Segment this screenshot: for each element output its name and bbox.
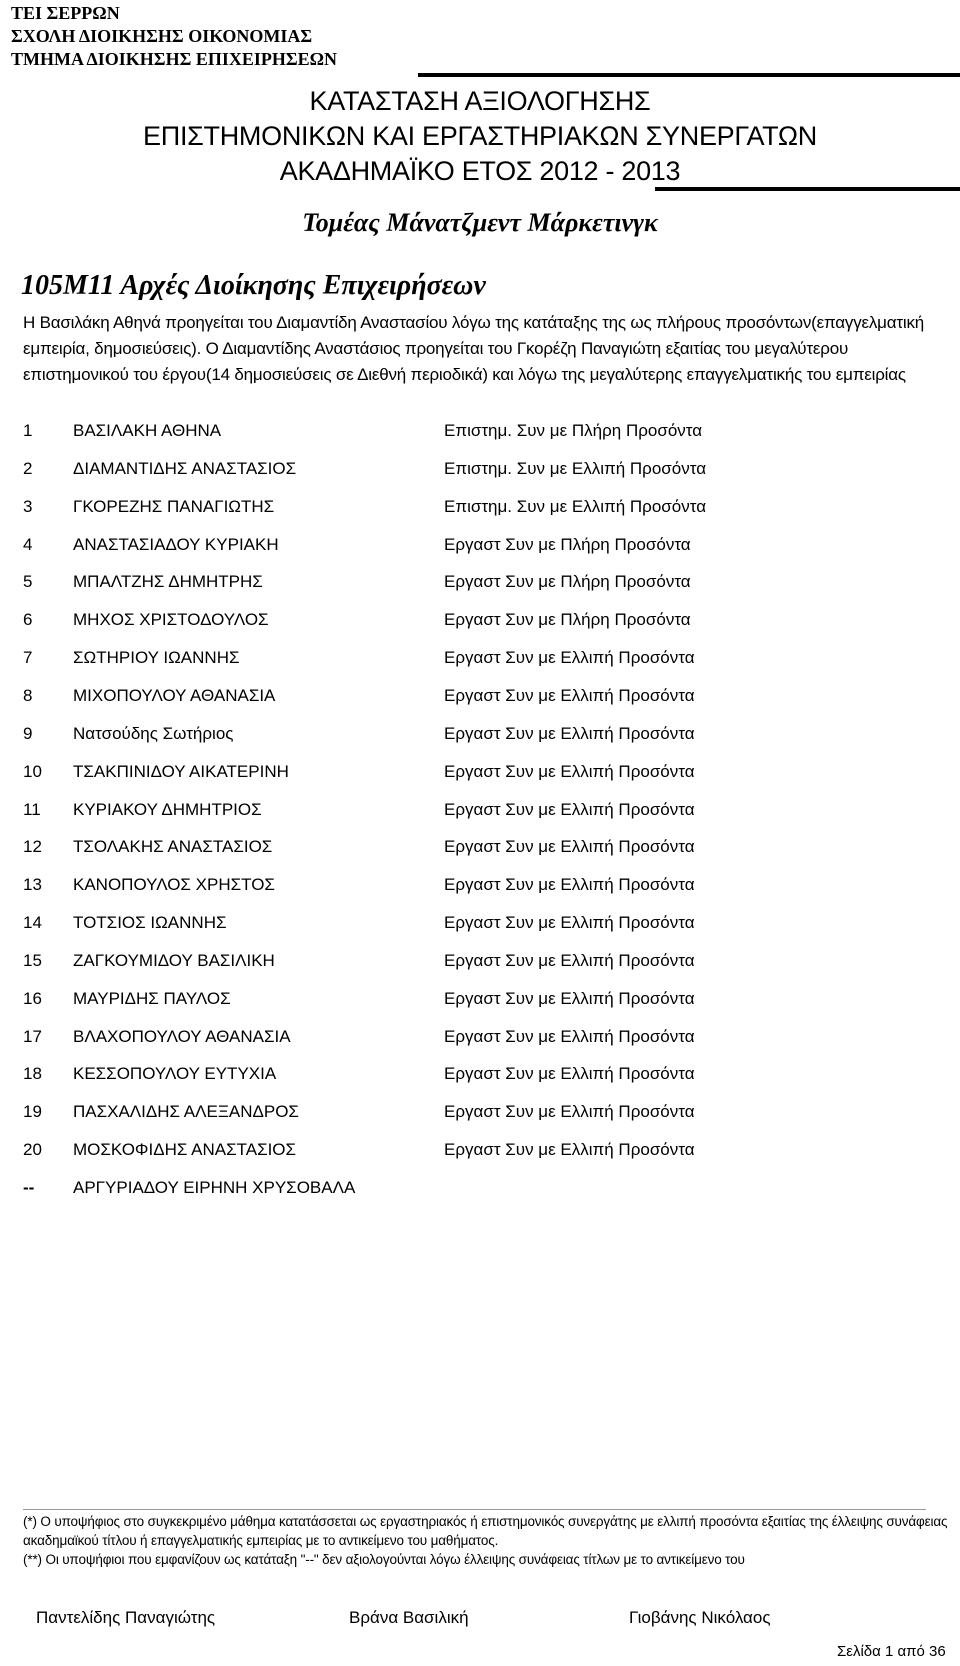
- table-row: [0, 762, 960, 786]
- candidate-name: ΚΕΣΣΟΠΟΥΛΟΥ ΕΥΤΥΧΙΑ: [73, 1064, 277, 1083]
- candidate-name: ΤΟΤΣΙΟΣ ΙΩΑΝΝΗΣ: [73, 913, 227, 932]
- school-name: ΣΧΟΛΗ ΔΙΟΙΚΗΣΗΣ ΟΙΚΟΝΟΜΙΑΣ: [11, 26, 313, 46]
- candidate-name: ΚΑΝΟΠΟΥΛΟΣ ΧΡΗΣΤΟΣ: [73, 875, 275, 894]
- rank-number: 9: [23, 724, 33, 743]
- candidate-name: ΜΗΧΟΣ ΧΡΙΣΤΟΔΟΥΛΟΣ: [73, 610, 269, 629]
- candidate-category: Εργαστ Συν με Πλήρη Προσόντα: [444, 610, 691, 629]
- table-row: [0, 1064, 960, 1088]
- department-name: ΤΜΗΜΑ ΔΙΟΙΚΗΣΗΣ ΕΠΙΧΕΙΡΗΣΕΩΝ: [11, 49, 338, 69]
- candidate-name: ΖΑΓΚΟΥΜΙΔΟΥ ΒΑΣΙΛΙΚΗ: [73, 951, 275, 970]
- rank-number: 14: [23, 913, 42, 932]
- candidate-category: Επιστημ. Συν με Πλήρη Προσόντα: [444, 421, 703, 440]
- title-line-2: ΕΠΙΣΤΗΜΟΝΙΚΩΝ ΚΑΙ ΕΡΓΑΣΤΗΡΙΑΚΩΝ ΣΥΝΕΡΓΑΤΩΝ: [143, 121, 817, 151]
- title-line-1: ΚΑΤΑΣΤΑΣΗ ΑΞΙΟΛΟΓΗΣΗΣ: [309, 86, 651, 116]
- candidate-name: ΜΟΣΚΟΦΙΔΗΣ ΑΝΑΣΤΑΣΙΟΣ: [73, 1140, 297, 1159]
- candidate-name: ΣΩΤΗΡΙΟΥ ΙΩΑΝΝΗΣ: [73, 648, 240, 667]
- table-row: [0, 1178, 960, 1202]
- table-row: [0, 951, 960, 975]
- table-row: [0, 875, 960, 899]
- candidate-category: Εργαστ Συν με Ελλιπή Προσόντα: [444, 762, 695, 781]
- top-divider: [418, 73, 960, 77]
- candidate-category: Εργαστ Συν με Ελλιπή Προσόντα: [444, 989, 695, 1008]
- rank-number: 19: [23, 1102, 42, 1121]
- signature-1: Παντελίδης Παναγιώτης: [36, 1608, 216, 1627]
- rank-number: 20: [23, 1140, 42, 1159]
- candidate-name: ΓΚΟΡΕΖΗΣ ΠΑΝΑΓΙΩΤΗΣ: [73, 497, 275, 516]
- rank-number: 18: [23, 1064, 42, 1083]
- rank-number: 10: [23, 762, 42, 781]
- institution-name: ΤΕΙ ΣΕΡΡΩΝ: [11, 3, 120, 23]
- signature-2: Βράνα Βασιλική: [349, 1608, 469, 1627]
- rank-number: 5: [23, 572, 33, 591]
- candidate-name: ΤΣΟΛΑΚΗΣ ΑΝΑΣΤΑΣΙΟΣ: [73, 837, 273, 856]
- candidate-category: Επιστημ. Συν με Ελλιπή Προσόντα: [444, 459, 707, 478]
- candidate-category: Εργαστ Συν με Ελλιπή Προσόντα: [444, 913, 695, 932]
- candidate-category: Εργαστ Συν με Ελλιπή Προσόντα: [444, 951, 695, 970]
- candidate-category: Εργαστ Συν με Ελλιπή Προσόντα: [444, 648, 695, 667]
- table-row: [0, 610, 960, 634]
- table-row: [0, 837, 960, 861]
- candidate-category: Επιστημ. Συν με Ελλιπή Προσόντα: [444, 497, 707, 516]
- candidate-category: Εργαστ Συν με Ελλιπή Προσόντα: [444, 1064, 695, 1083]
- candidate-category: Εργαστ Συν με Πλήρη Προσόντα: [444, 572, 691, 591]
- table-row: [0, 1027, 960, 1051]
- ranking-note: Η Βασιλάκη Αθηνά προηγείται του Διαμαντίδη Αναστασίου λόγω της κατάταξης της ως πλήρους προσόντων(επαγγελματική εμπειρία, δημοσιεύσεις). Ο Διαμαντίδης Αναστάσιος προηγείται του Γκορέζη Παναγιώτη εξαιτίας του μεγαλύτερου επιστημονικού του έργου(14 δημοσιεύσεις σε Διεθνή περιοδικά) και λόγω της μεγαλύτερης επαγγελματικής του εμπειρίας: [23, 313, 925, 384]
- table-row: [0, 497, 960, 521]
- title-line-3: ΑΚΑΔΗΜΑΪΚΟ ΕΤΟΣ 2012 - 2013: [279, 156, 681, 186]
- rank-number: 1: [23, 421, 33, 440]
- candidate-name: Νατσούδης Σωτήριος: [73, 724, 234, 743]
- candidate-category: Εργαστ Συν με Πλήρη Προσόντα: [444, 535, 691, 554]
- rank-number: 2: [23, 459, 33, 478]
- table-row: [0, 572, 960, 596]
- table-row: [0, 421, 960, 445]
- candidate-name: ΚΥΡΙΑΚΟΥ ΔΗΜΗΤΡΙΟΣ: [73, 800, 262, 819]
- candidate-name: ΑΝΑΣΤΑΣΙΑΔΟΥ ΚΥΡΙΑΚΗ: [73, 535, 279, 554]
- candidate-category: Εργαστ Συν με Ελλιπή Προσόντα: [444, 837, 695, 856]
- candidate-category: Εργαστ Συν με Ελλιπή Προσόντα: [444, 800, 695, 819]
- table-row: [0, 989, 960, 1013]
- course-heading: 105Μ11 Αρχές Διοίκησης Επιχειρήσεων: [21, 270, 486, 301]
- table-row: [0, 800, 960, 824]
- footnote-2: (**) Οι υποψήφιοι που εμφανίζουν ως κατάταξη "--" δεν αξιολογούνται λόγω έλλειψης συνάφειας τίτλων με το αντικείμενο του: [23, 1552, 745, 1567]
- footnote-1: (*) Ο υποψήφιος στο συγκεκριμένο μάθημα κατατάσσεται ως εργαστηριακός ή επιστημονικός συνεργάτης με ελλιπή προσόντα εξαιτίας της έλλειψης συνάφειας ακαδημαϊκού τίτλου ή επαγγελματικής εμπειρίας με το αντικείμενο του μαθήματος.: [23, 1514, 948, 1548]
- title-divider: [655, 187, 960, 191]
- candidate-category: Εργαστ Συν με Ελλιπή Προσόντα: [444, 1027, 695, 1046]
- candidate-name: ΔΙΑΜΑΝΤΙΔΗΣ ΑΝΑΣΤΑΣΙΟΣ: [73, 459, 297, 478]
- signature-3: Γιοβάνης Νικόλαος: [629, 1608, 771, 1627]
- table-row: [0, 1102, 960, 1126]
- candidate-category: Εργαστ Συν με Ελλιπή Προσόντα: [444, 1140, 695, 1159]
- candidate-name: ΜΠΑΛΤΖΗΣ ΔΗΜΗΤΡΗΣ: [73, 572, 263, 591]
- candidate-name: ΒΛΑΧΟΠΟΥΛΟΥ ΑΘΑΝΑΣΙΑ: [73, 1027, 291, 1046]
- header-org: [11, 2, 431, 71]
- candidate-category: Εργαστ Συν με Ελλιπή Προσόντα: [444, 724, 695, 743]
- rank-number: 11: [23, 800, 41, 819]
- rank-number: 6: [23, 610, 33, 629]
- candidate-name: ΑΡΓΥΡΙΑΔΟΥ ΕΙΡΗΝΗ ΧΡΥΣΟΒΑΛΑ: [73, 1178, 356, 1197]
- rank-number: 15: [23, 951, 42, 970]
- candidate-name: ΜΙΧΟΠΟΥΛΟΥ ΑΘΑΝΑΣΙΑ: [73, 686, 276, 705]
- table-row: [0, 459, 960, 483]
- table-row: [0, 1140, 960, 1164]
- candidate-name: ΤΣΑΚΠΙΝΙΔΟΥ ΑΙΚΑΤΕΡΙΝΗ: [73, 762, 289, 781]
- candidate-category: Εργαστ Συν με Ελλιπή Προσόντα: [444, 1102, 695, 1121]
- sector-heading: Τομέας Μάνατζμεντ Μάρκετινγκ: [302, 208, 658, 237]
- footnote-divider: [23, 1509, 926, 1510]
- candidate-name: ΒΑΣΙΛΑΚΗ ΑΘΗΝΑ: [73, 421, 222, 440]
- table-row: [0, 724, 960, 748]
- footnotes: [23, 1512, 948, 1569]
- document-title: [0, 84, 960, 189]
- candidate-category: Εργαστ Συν με Ελλιπή Προσόντα: [444, 686, 695, 705]
- candidate-name: ΜΑΥΡΙΔΗΣ ΠΑΥΛΟΣ: [73, 989, 231, 1008]
- rank-number: --: [23, 1178, 35, 1197]
- rank-number: 17: [23, 1027, 42, 1046]
- rank-number: 16: [23, 989, 42, 1008]
- rank-number: 13: [23, 875, 42, 894]
- page-number: Σελίδα 1 από 36: [837, 1643, 946, 1660]
- rank-number: 7: [23, 648, 33, 667]
- candidate-name: ΠΑΣΧΑΛΙΔΗΣ ΑΛΕΞΑΝΔΡΟΣ: [73, 1102, 299, 1121]
- rank-number: 3: [23, 497, 33, 516]
- rank-number: 4: [23, 535, 33, 554]
- candidate-category: Εργαστ Συν με Ελλιπή Προσόντα: [444, 875, 695, 894]
- table-row: [0, 913, 960, 937]
- table-row: [0, 686, 960, 710]
- rank-number: 12: [23, 837, 42, 856]
- table-row: [0, 648, 960, 672]
- table-row: [0, 535, 960, 559]
- rank-number: 8: [23, 686, 33, 705]
